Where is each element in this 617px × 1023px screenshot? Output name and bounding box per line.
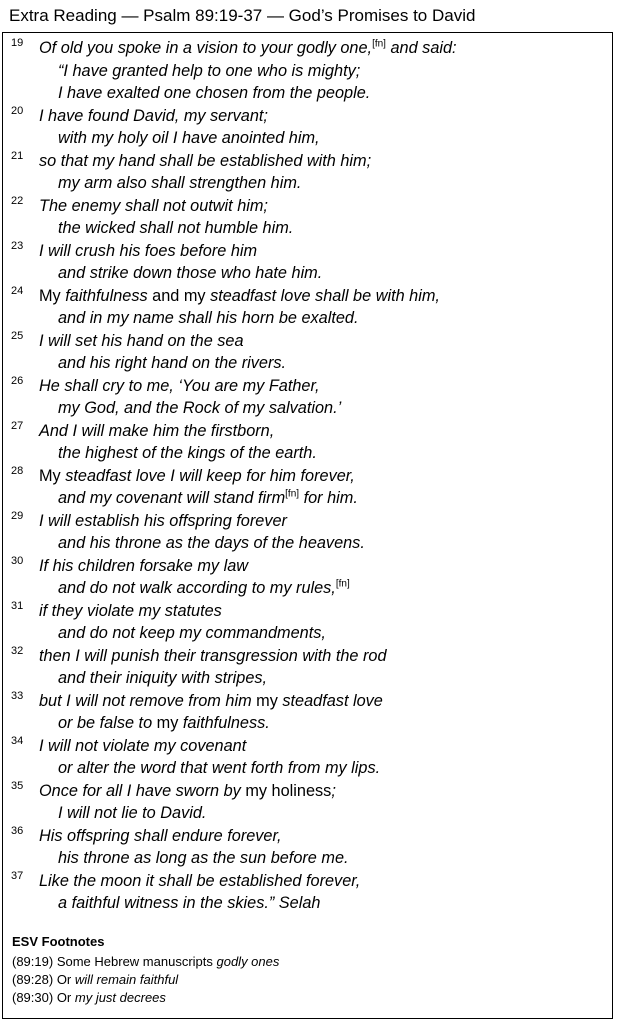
verse-text: and in my name shall his horn be exalted.	[58, 309, 359, 327]
verse-continuation-line	[3, 307, 612, 330]
verse-text: or be false to	[58, 714, 153, 732]
verse-number: 35	[11, 779, 24, 792]
verse-continuation-line	[3, 262, 612, 285]
verse-first-line	[3, 420, 612, 443]
verse-continuation-line	[3, 217, 612, 240]
footnote-emphasis: godly ones	[216, 954, 280, 969]
verse-text: my	[152, 714, 183, 732]
verse-text: faithfulness	[65, 286, 148, 305]
verse-number: 30	[11, 554, 24, 567]
verse-number: 20	[11, 104, 24, 117]
verse-continuation-line	[3, 532, 612, 555]
footnote-ref: (89:28)	[12, 972, 54, 987]
verse-text: faithfulness.	[182, 714, 270, 732]
verse-number: 27	[11, 419, 24, 432]
verse-first-line	[3, 375, 612, 398]
verse-number: 19	[11, 37, 24, 49]
footnote-text: Or	[53, 990, 75, 1005]
verse-text: And I will make him the firstborn,	[39, 421, 275, 440]
verse-text: I have found David, my servant;	[39, 106, 268, 125]
verse-text: for him.	[299, 489, 358, 507]
footnote-ref: (89:19)	[12, 954, 54, 969]
verse-continuation-line	[3, 442, 612, 465]
verse-text: a faithful witness in the skies.” Selah	[58, 894, 321, 912]
verse-text: my God, and the Rock of my salvation.’	[58, 399, 342, 417]
footnote-marker: [fn]	[372, 38, 386, 50]
footnote-emphasis: will remain faithful	[74, 972, 179, 987]
page-title: Extra Reading — Psalm 89:19-37 — God’s Promises to David	[9, 6, 476, 25]
verse-number: 25	[11, 329, 24, 342]
verse-text: “I have granted help to one who is mighty;	[58, 61, 361, 80]
verse-text: my holiness	[240, 781, 332, 800]
verse-text: I will establish his offspring forever	[39, 511, 287, 530]
verse-number: 34	[11, 734, 24, 747]
verse-text: then I will punish their transgression with the rod	[39, 646, 387, 665]
verse-number: 23	[11, 239, 24, 252]
footnote-item	[12, 989, 279, 1007]
verse-first-line	[3, 870, 612, 893]
verse-list	[3, 33, 612, 915]
verse-first-line	[3, 465, 612, 488]
verse-continuation-line	[3, 172, 612, 195]
verse-first-line	[3, 150, 612, 173]
verse-text: but I will not remove from him	[39, 691, 252, 710]
verse-number: 37	[11, 869, 24, 882]
verse-first-line	[3, 555, 612, 578]
verse-text: steadfast love	[282, 691, 383, 710]
verse-first-line	[3, 105, 612, 128]
reading-box	[2, 32, 613, 1019]
verse-text: and strike down those who hate him.	[58, 264, 323, 282]
verse-continuation-line	[3, 712, 612, 735]
verse-text: my	[183, 286, 211, 305]
verse-first-line	[3, 330, 612, 353]
verse-continuation-line	[3, 352, 612, 375]
verse-text: so that my hand shall be established with him;	[39, 151, 372, 170]
verse-text: My	[39, 466, 66, 485]
verse-text: or alter the word that went forth from my lips.	[58, 759, 381, 777]
verse-continuation-line	[3, 802, 612, 825]
verse-continuation-line	[3, 60, 612, 83]
verse-text: I will crush his foes before him	[39, 241, 258, 260]
verse-number: 26	[11, 374, 24, 387]
verse-text: and do not keep my commandments,	[58, 624, 326, 642]
verse-text: and	[147, 286, 184, 305]
verse-number: 32	[11, 644, 24, 657]
verse-text: if they violate my statutes	[39, 601, 222, 620]
verse-text: and his right hand on the rivers.	[58, 354, 287, 372]
verse-text: If his children forsake my law	[39, 556, 249, 575]
verse-text: I have exalted one chosen from the people.	[58, 84, 371, 102]
footnote-emphasis: my just decrees	[74, 990, 166, 1005]
verse-first-line	[3, 780, 612, 803]
verse-first-line	[3, 735, 612, 758]
verse-continuation-line	[3, 397, 612, 420]
verse-first-line	[3, 690, 612, 713]
verse-text: his throne as long as the sun before me.	[58, 849, 349, 867]
verse-number: 33	[11, 689, 24, 702]
verse-text: and said:	[385, 39, 457, 57]
verse-first-line	[3, 240, 612, 263]
verse-text: The enemy shall not outwit him;	[39, 196, 268, 215]
verse-first-line	[3, 600, 612, 623]
footnote-item	[12, 953, 279, 971]
verse-text: Like the moon it shall be established forever,	[39, 871, 361, 890]
verse-text: I will not lie to David.	[58, 804, 207, 822]
verse-continuation-line	[3, 892, 612, 915]
verse-text: and his throne as the days of the heavens.	[58, 534, 365, 552]
verse-continuation-line	[3, 667, 612, 690]
verse-text: and do not walk according to my rules,	[58, 579, 336, 597]
verse-continuation-line	[3, 622, 612, 645]
verse-text: My	[39, 286, 66, 305]
footnotes-section	[12, 933, 279, 1007]
verse-first-line	[3, 645, 612, 668]
verse-number: 24	[11, 284, 24, 297]
verse-text: Once for all I have sworn by	[39, 781, 241, 800]
verse-text: and my covenant will stand firm	[58, 489, 286, 507]
verse-number: 29	[11, 509, 24, 522]
verse-first-line	[3, 285, 612, 308]
verse-first-line	[3, 510, 612, 533]
verse-text: I will set his hand on the sea	[39, 331, 244, 350]
verse-text: and their iniquity with stripes,	[58, 669, 268, 687]
verse-first-line	[3, 37, 612, 60]
footnote-item	[12, 971, 279, 989]
verse-text: Of old you spoke in a vision to your godly one,	[39, 39, 373, 57]
verse-continuation-line	[3, 757, 612, 780]
verse-number: 22	[11, 194, 24, 207]
verse-text: my	[251, 691, 283, 710]
verse-continuation-line	[3, 82, 612, 105]
verse-text: steadfast love shall be with him,	[210, 286, 440, 305]
verse-number: 36	[11, 824, 24, 837]
verse-continuation-line	[3, 577, 612, 600]
verse-number: 31	[11, 599, 24, 612]
verse-text: with my holy oil I have anointed him,	[58, 129, 320, 147]
verse-text: steadfast love I will keep for him forever,	[65, 466, 355, 485]
verse-continuation-line	[3, 847, 612, 870]
footnote-ref: (89:30)	[12, 990, 54, 1005]
footnote-list	[12, 953, 279, 1007]
footnote-text: Some Hebrew manuscripts	[53, 954, 217, 969]
footnote-marker: [fn]	[285, 488, 300, 500]
verse-number: 28	[11, 464, 24, 477]
verse-first-line	[3, 825, 612, 848]
verse-number: 21	[11, 149, 24, 162]
footnote-marker: [fn]	[335, 578, 350, 590]
verse-text: the wicked shall not humble him.	[58, 219, 294, 237]
verse-text: I will not violate my covenant	[39, 736, 247, 755]
verse-text: the highest of the kings of the earth.	[58, 444, 317, 462]
footnote-text: Or	[53, 972, 75, 987]
verse-continuation-line	[3, 487, 612, 510]
verse-text: ;	[331, 781, 336, 800]
verse-continuation-line	[3, 127, 612, 150]
verse-text: my arm also shall strengthen him.	[58, 174, 302, 192]
verse-text: He shall cry to me, ‘You are my Father,	[39, 376, 320, 395]
footnotes-heading: ESV Footnotes	[12, 934, 105, 949]
verse-first-line	[3, 195, 612, 218]
verse-text: His offspring shall endure forever,	[39, 826, 282, 845]
